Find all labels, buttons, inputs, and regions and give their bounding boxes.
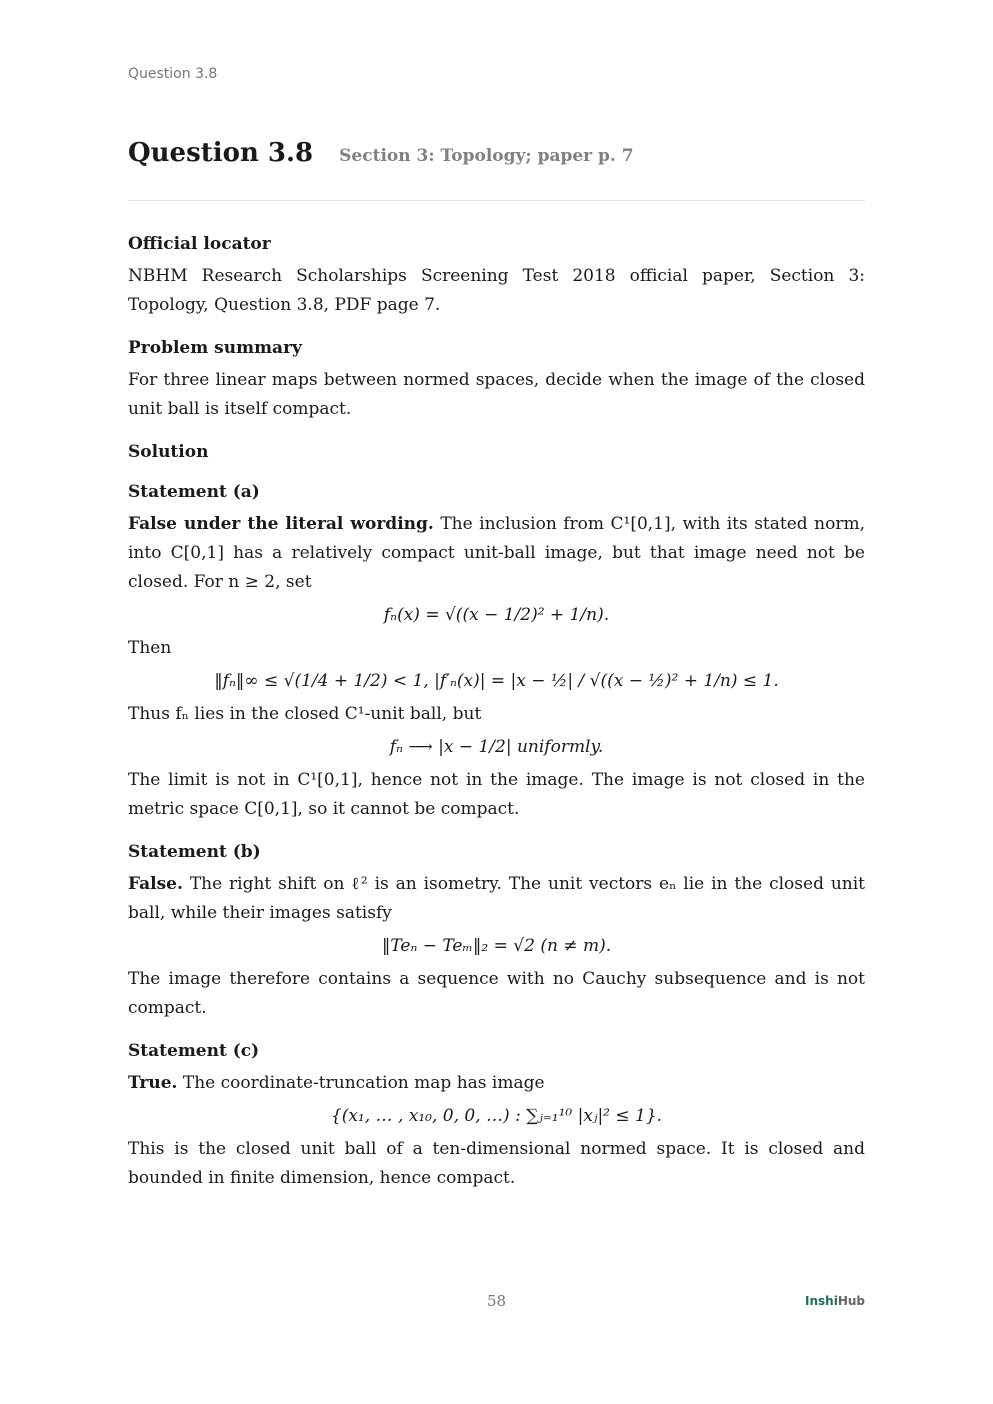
main-content [128,232,865,1193]
title-divider [128,200,865,201]
statement-c-text: The coordinate-truncation map has image [182,1073,545,1093]
statement-b-text: The right shift on ℓ² is an isometry. The unit vectors eₙ lie in the closed unit ball, while their images satisfy [128,874,865,923]
statement-a-heading: Statement (a) [128,482,260,502]
statement-b-verdict: False. [128,874,183,894]
solution-heading: Solution [128,442,209,462]
locator-text: NBHM Research Scholarships Screening Test 2018 official paper, Section 3: Topology, Question 3.8, PDF page 7. [128,266,865,315]
page-title: Question 3.8 [128,138,314,168]
locator-heading: Official locator [128,234,271,254]
brand-logo [805,1294,865,1308]
running-head: Question 3.8 [128,66,218,82]
statement-a-paragraph [128,510,865,597]
statement-a-verdict: False under the literal wording. [128,514,434,534]
title-row [128,138,865,168]
brand-part-2: Hub [837,1294,865,1308]
statement-a-conclusion: The limit is not in C¹[0,1], hence not in the image. The image is not closed in the metric space C[0,1], so it cannot be compact. [128,770,865,819]
page-subtitle: Section 3: Topology; paper p. 7 [339,146,634,166]
statement-b-heading: Statement (b) [128,842,261,862]
statement-b-conclusion: The image therefore contains a sequence with no Cauchy subsequence and is not compact. [128,969,865,1018]
statement-a-thus: Thus fₙ lies in the closed C¹-unit ball, but [128,704,482,724]
summary-heading: Problem summary [128,338,302,358]
summary-text: For three linear maps between normed spaces, decide when the image of the closed unit ball is itself compact. [128,370,865,419]
statement-a-text: The inclusion from C¹[0,1], with its stated norm, into C[0,1] has a relatively compact unit-ball image, but that image need not be closed. For n ≥ 2, set [128,514,865,592]
equation-fn: fₙ(x) = √((x − 1/2)² + 1/n). [383,605,610,625]
page-number: 58 [486,1292,507,1310]
statement-c-conclusion: This is the closed unit ball of a ten-dimensional normed space. It is closed and bounded in finite dimension, hence compact. [128,1139,865,1188]
statement-b-paragraph [128,870,865,928]
statement-a-then: Then [128,638,172,658]
equation-shift: ‖Teₙ − Teₘ‖₂ = √2 (n ≠ m). [381,936,612,956]
statement-c-paragraph [128,1069,865,1098]
statement-c-heading: Statement (c) [128,1041,260,1061]
statement-c-verdict: True. [128,1073,178,1093]
equation-uniform-limit: fₙ ⟶ |x − 1/2| uniformly. [389,737,604,757]
brand-part-1: Inshi [805,1294,838,1308]
equation-truncation-image: {(x₁, … , x₁₀, 0, 0, …) : ∑ⱼ₌₁¹⁰ |xⱼ|² ≤ 1}. [330,1106,663,1126]
equation-bounds: ‖fₙ‖∞ ≤ √(1/4 + 1/2) < 1, |f′ₙ(x)| = |x − ½| / √((x − ½)² + 1/n) ≤ 1. [214,671,779,691]
